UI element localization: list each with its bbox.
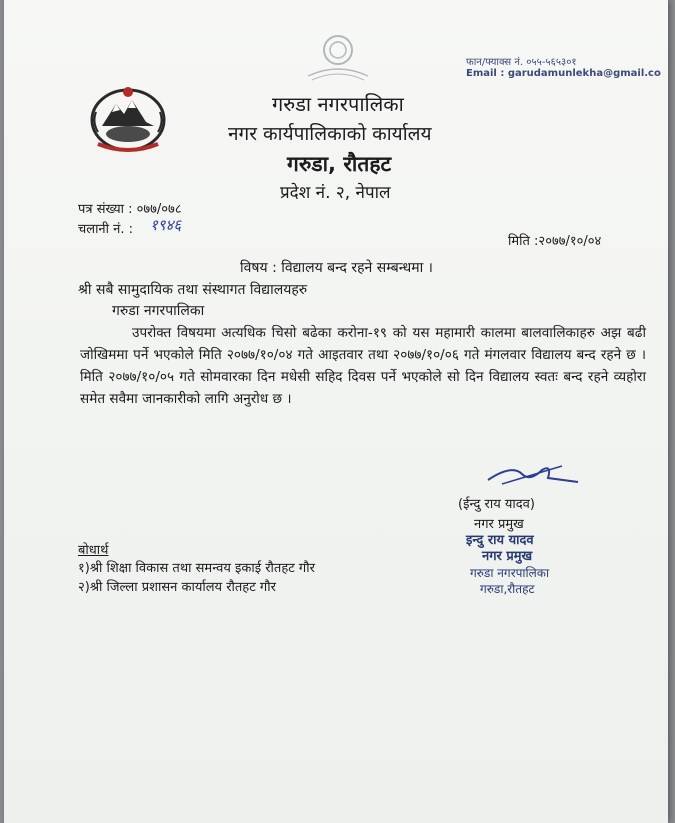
signature-icon [482,460,582,490]
nepal-emblem-icon [88,82,168,154]
office-province: प्रदेश नं. २, नेपाल [280,183,391,203]
letter-subject: विषय : विद्यालय बन्द रहने सम्बन्धमा । [240,260,433,276]
dispatch-number: १९४६ [150,216,182,234]
addressee-line1: श्री सबै सामुदायिक तथा संस्थागत विद्यालयहरु [78,282,308,298]
contact-phone: फान/फ्याक्स नं. ०५५-५६५३०१ [466,57,577,68]
stamp-place: गरुडा,रौतहट [480,582,535,596]
contact-email: Email : garudamunlekha@gmail.co [466,68,661,79]
dispatch-label: चलानी नं. : [78,222,134,237]
addressee-line2: गरुडा नगरपालिका [112,303,205,319]
office-name: नगर कार्यपालिकाको कार्यालय [228,123,432,145]
municipality-name: गरुडा नगरपालिका [272,92,404,116]
cc-title: बोधार्थ [78,543,109,558]
stamp-name: इन्दु राय यादव [466,533,534,548]
letter-body: उपरोक्त विषयमा अत्यधिक चिसो बढेका करोना-१९ को यस महामारी कालमा बालवालिकाहरु अझ बढी जोखिममा पर्ने भएकोले मिति २०७७/१०/०४ गते आइतवार तथा २०७७/१०/०६ गते मंगलवार विद्यालय बन्द रहने छ । मिति २०७७/१०/०५ गते सोमवारका दिन मधेसी सहिद दिवस पर्ने भएकोले सो दिन विद्यालय स्वतः बन्द रहने व्यहोरा समेत सवैमा जानकारीको लागि अनुरोध छ । [80,325,646,407]
letter-page [4,0,668,823]
municipality-seal-icon [302,32,374,82]
stamp-organization: गरुडा नगरपालिका [470,566,550,580]
letter-number: पत्र संख्या : ०७७/०७८ [78,202,182,217]
letter-date: मिति :२०७७/१०/०४ [508,234,602,249]
signatory-title: नगर प्रमुख [474,517,524,532]
stamp-title: नगर प्रमुख [482,549,533,564]
signatory-name: (ईन्दु राय यादव) [458,497,535,512]
cc-item: २)श्री जिल्ला प्रशासन कार्यालय रौतहट गौर [78,580,276,595]
office-place: गरुडा, रौतहट [287,152,392,176]
cc-item: १)श्री शिक्षा विकास तथा समन्वय इकाई रौतहट गौर [78,561,315,576]
